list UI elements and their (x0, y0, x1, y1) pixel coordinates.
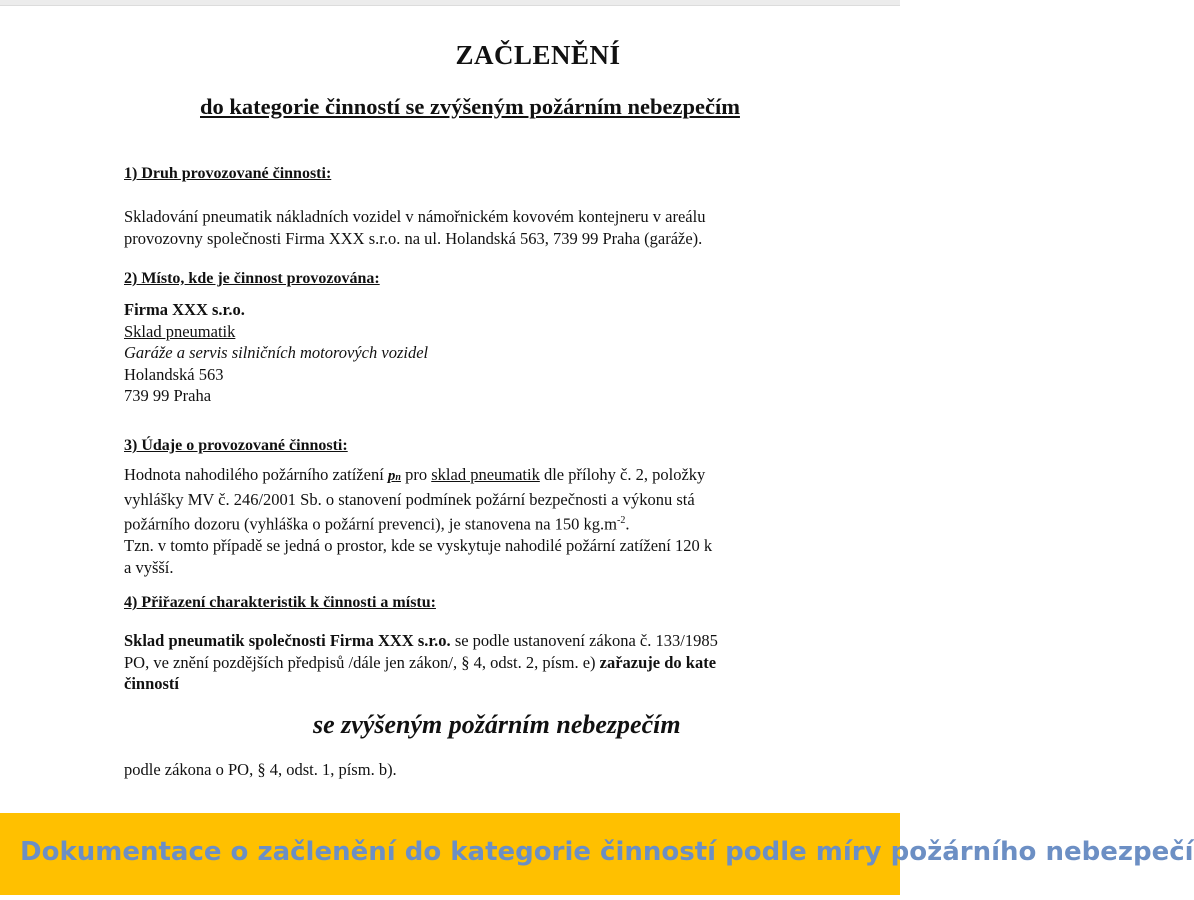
section4-line1 (124, 630, 718, 652)
section3-line1-mid: pro (400, 465, 432, 484)
section3-line2: vyhlášky MV č. 246/2001 Sb. o stanovení podmínek požární bezpečnosti a výkonu stá (124, 489, 695, 509)
section1-line1: Skladování pneumatik nákladních vozidel v námořnickém kovovém kontejneru v areálu (124, 207, 706, 226)
fire-load-p: p (387, 468, 396, 484)
street-address: Holandská 563 (124, 364, 224, 384)
section4-classification: zařazuje do kate (599, 652, 717, 672)
banner-caption: Dokumentace o začlenění do kategorie činností podle míry požárního nebezpečí (20, 837, 1194, 867)
company-name: Firma XXX s.r.o. (124, 300, 245, 319)
section4-line1-rest: se podle ustanovení zákona č. 133/1985 (450, 631, 718, 650)
section1-line2: provozovny společnosti Firma XXX s.r.o. na ul. Holandská 563, 739 99 Praha (garáže). (124, 228, 703, 248)
bottom-margin (0, 895, 900, 900)
caption-banner (0, 813, 1194, 895)
site-description: Garáže a servis silničních motorových vozidel (124, 343, 429, 362)
section3-line1-start: Hodnota nahodilého požárního zatížení (124, 465, 388, 484)
section4-line2-start: PO, ve znění pozdějších předpisů /dále jen zákon/, § 4, odst. 2, písm. e) (124, 652, 600, 672)
section3-line3-end: . (625, 514, 630, 534)
section3-line1 (124, 464, 712, 489)
warehouse-name: Sklad pneumatik (124, 321, 236, 341)
section3-line3-start: požárního dozoru (vyhláška o požární prevenci), je stanovena na 150 kg.m (124, 514, 618, 534)
section1-paragraph (124, 206, 705, 249)
fire-load-symbol (388, 468, 401, 484)
section3-line4: Tzn. v tomto případě se jedná o prostor, kde se vyskytuje nahodilé požární zatížení 120 k (124, 536, 713, 555)
fire-load-n: n (395, 472, 401, 483)
section2-heading: 2) Místo, kde je činnost provozována: (124, 270, 380, 287)
section1-heading: 1) Druh provozované činnosti: (124, 165, 332, 182)
section3-line5: a vyšší. (124, 557, 174, 577)
section3-paragraph (124, 464, 712, 578)
document-title: ZAČLENĚNÍ (455, 40, 621, 70)
section4-subject: Sklad pneumatik společnosti Firma XXX s.r.o. (124, 631, 451, 650)
legal-reference: podle zákona o PO, § 4, odst. 1, písm. b). (124, 760, 397, 779)
section3-heading: 3) Údaje o provozované činnosti: (124, 437, 348, 454)
section3-warehouse-ref: sklad pneumatik (431, 465, 540, 484)
city-address: 739 99 Praha (124, 386, 212, 405)
section4-line2 (124, 652, 718, 674)
category-emphasis: se zvýšeným požárním nebezpečím (313, 710, 681, 739)
unit-exponent: -2 (617, 515, 626, 526)
document-subtitle: do kategorie činností se zvýšeným požárním nebezpečím (200, 94, 740, 119)
section3-line3 (124, 510, 712, 535)
section4-paragraph (124, 630, 718, 695)
section3-line1-end: dle přílohy č. 2, položky (539, 465, 706, 484)
section4-heading: 4) Přiřazení charakteristik k činnosti a místu: (124, 594, 436, 611)
section2-address (124, 299, 428, 407)
section4-line3: činností (124, 674, 180, 693)
